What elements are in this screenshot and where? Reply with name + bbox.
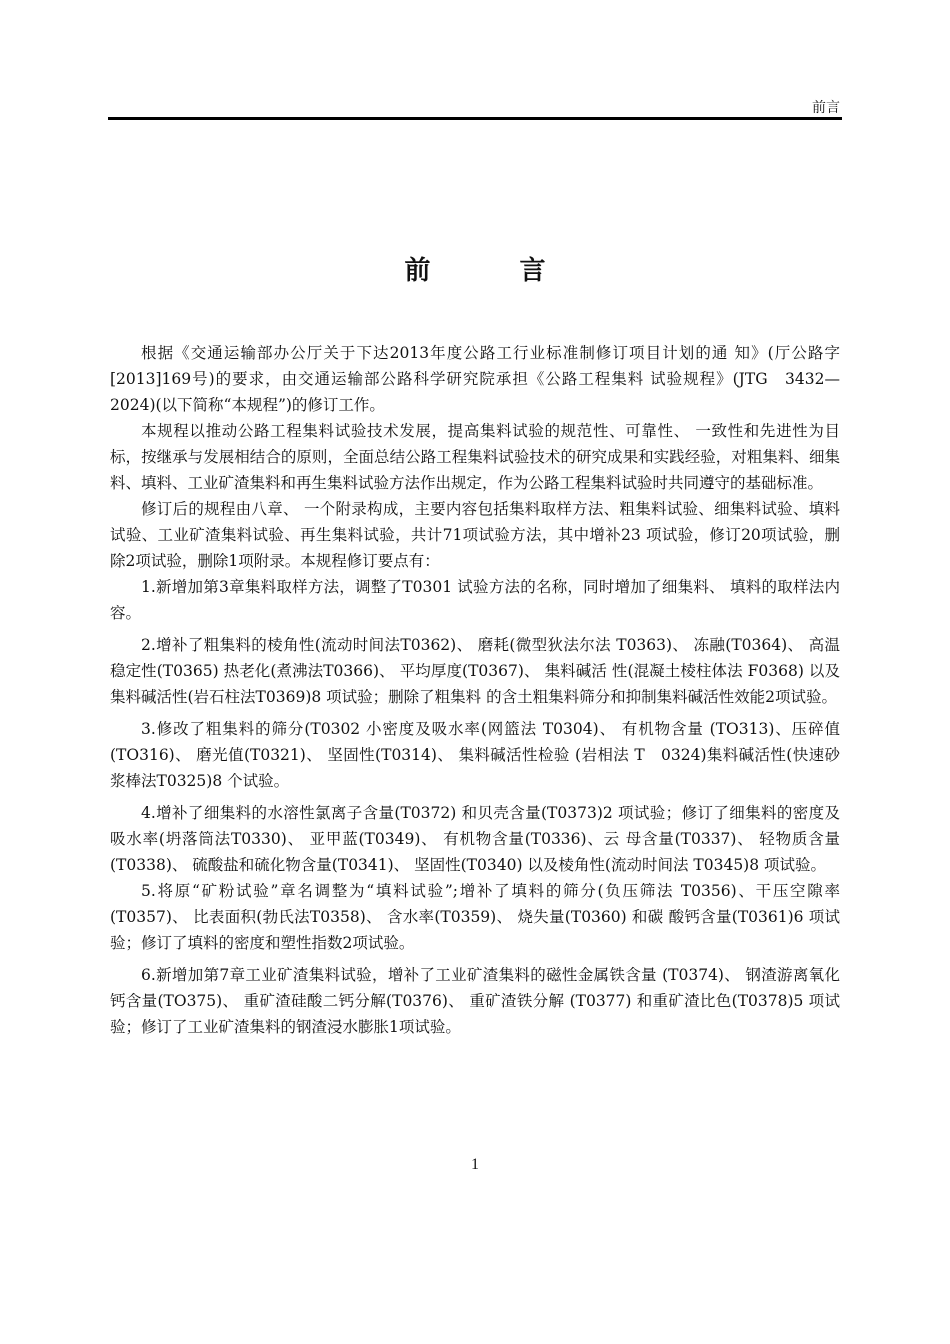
paragraph-goal: 本规程以推动公路工程集料试验技术发展，提高集料试验的规范性、可靠性、 一致性和先进性为目标，按继承与发展相结合的原则，全面总结公路工程集料试验技术的研究成果和实践经验，对粗集料、细集料、填料、工业矿渣集料和再生集料试验方法作出规定，作为公路工程集料试验时共同遵守的基础标准。: [110, 422, 840, 492]
paragraph-point-2: 2.增补了粗集料的棱角性(流动时间法T0362)、 磨耗(微型狄法尔法 T0363)、 冻融(T0364)、 高温稳定性(T0365) 热老化(煮沸法T0366)、 平均厚度(T0367)、 集料碱活 性(混凝土棱柱体法 F0368) 以及集料碱活性(岩石柱法T0369)8 项试验；删除了粗集料 的含土粗集料筛分和抑制集料碱活性效能2项试验。: [110, 636, 840, 706]
page-title: 前 言: [404, 256, 586, 286]
paragraph-point-3: 3.修改了粗集料的筛分(T0302 小密度及吸水率(网篮法 T0304)、 有机物含量 (TO313)、压碎值(TO316)、 磨光值(T0321)、 坚固性(T0314)、 集料碱活性检验 (岩相法 T 0324)集料碱活性(快速砂浆棒法T0325)8 个试验。: [110, 720, 840, 790]
paragraph-intro: 根据《交通运输部办公厅关于下达2013年度公路工行业标准制修订项目计划的通 知》(厅公路字[2013]169号)的要求，由交通运输部公路科学研究院承担《公路工程集料 试验规程》(JTG 3432—2024)(以下简称“本规程”)的修订工作。: [110, 344, 840, 414]
running-header-section: 前言: [812, 100, 840, 116]
paragraph-point-4: 4.增补了细集料的水溶性氯离子含量(T0372) 和贝壳含量(T0373)2 项试验；修订了细集料的密度及吸水率(坍落筒法T0330)、 亚甲蓝(T0349)、 有机物含量(T0336)、云 母含量(T0337)、 轻物质含量(T0338)、 硫酸盐和硫化物含量(T0341)、 坚固性(T0340) 以及棱角性(流动时间法 T0345)8 项试验。: [110, 804, 840, 874]
paragraph-point-5: 5.将原“矿粉试验”章名调整为“填料试验”;增补了填料的筛分(负压筛法 T0356)、干压空隙率(T0357)、 比表面积(勃氏法T0358)、 含水率(T0359)、 烧失量(T0360) 和碳 酸钙含量(T0361)6 项试验；修订了填料的密度和塑性指数2项试验。: [110, 882, 840, 952]
body-text: [110, 340, 840, 1040]
header-rule: [108, 117, 842, 120]
page-number: 1: [471, 1156, 479, 1173]
paragraph-point-6: 6.新增加第7章工业矿渣集料试验，增补了工业矿渣集料的磁性金属铁含量 (T0374)、 钢渣游离氧化钙含量(TO375)、 重矿渣硅酸二钙分解(T0376)、 重矿渣铁分解 (T0377) 和重矿渣比色(T0378)5 项试验；修订了工业矿渣集料的钢渣浸水膨胀1项试验。: [110, 966, 840, 1036]
paragraph-point-1: 1.新增加第3章集料取样方法，调整了T0301 试验方法的名称，同时增加了细集料、 填料的取样法内容。: [110, 578, 840, 622]
paragraph-structure: 修订后的规程由八章、 一个附录构成，主要内容包括集料取样方法、粗集料试验、细集料试验、填料试验、工业矿渣集料试验、再生集料试验，共计71项试验方法，其中增补23 项试验，修订20项试验，删除2项试验，删除1项附录。本规程修订要点有：: [110, 500, 840, 570]
